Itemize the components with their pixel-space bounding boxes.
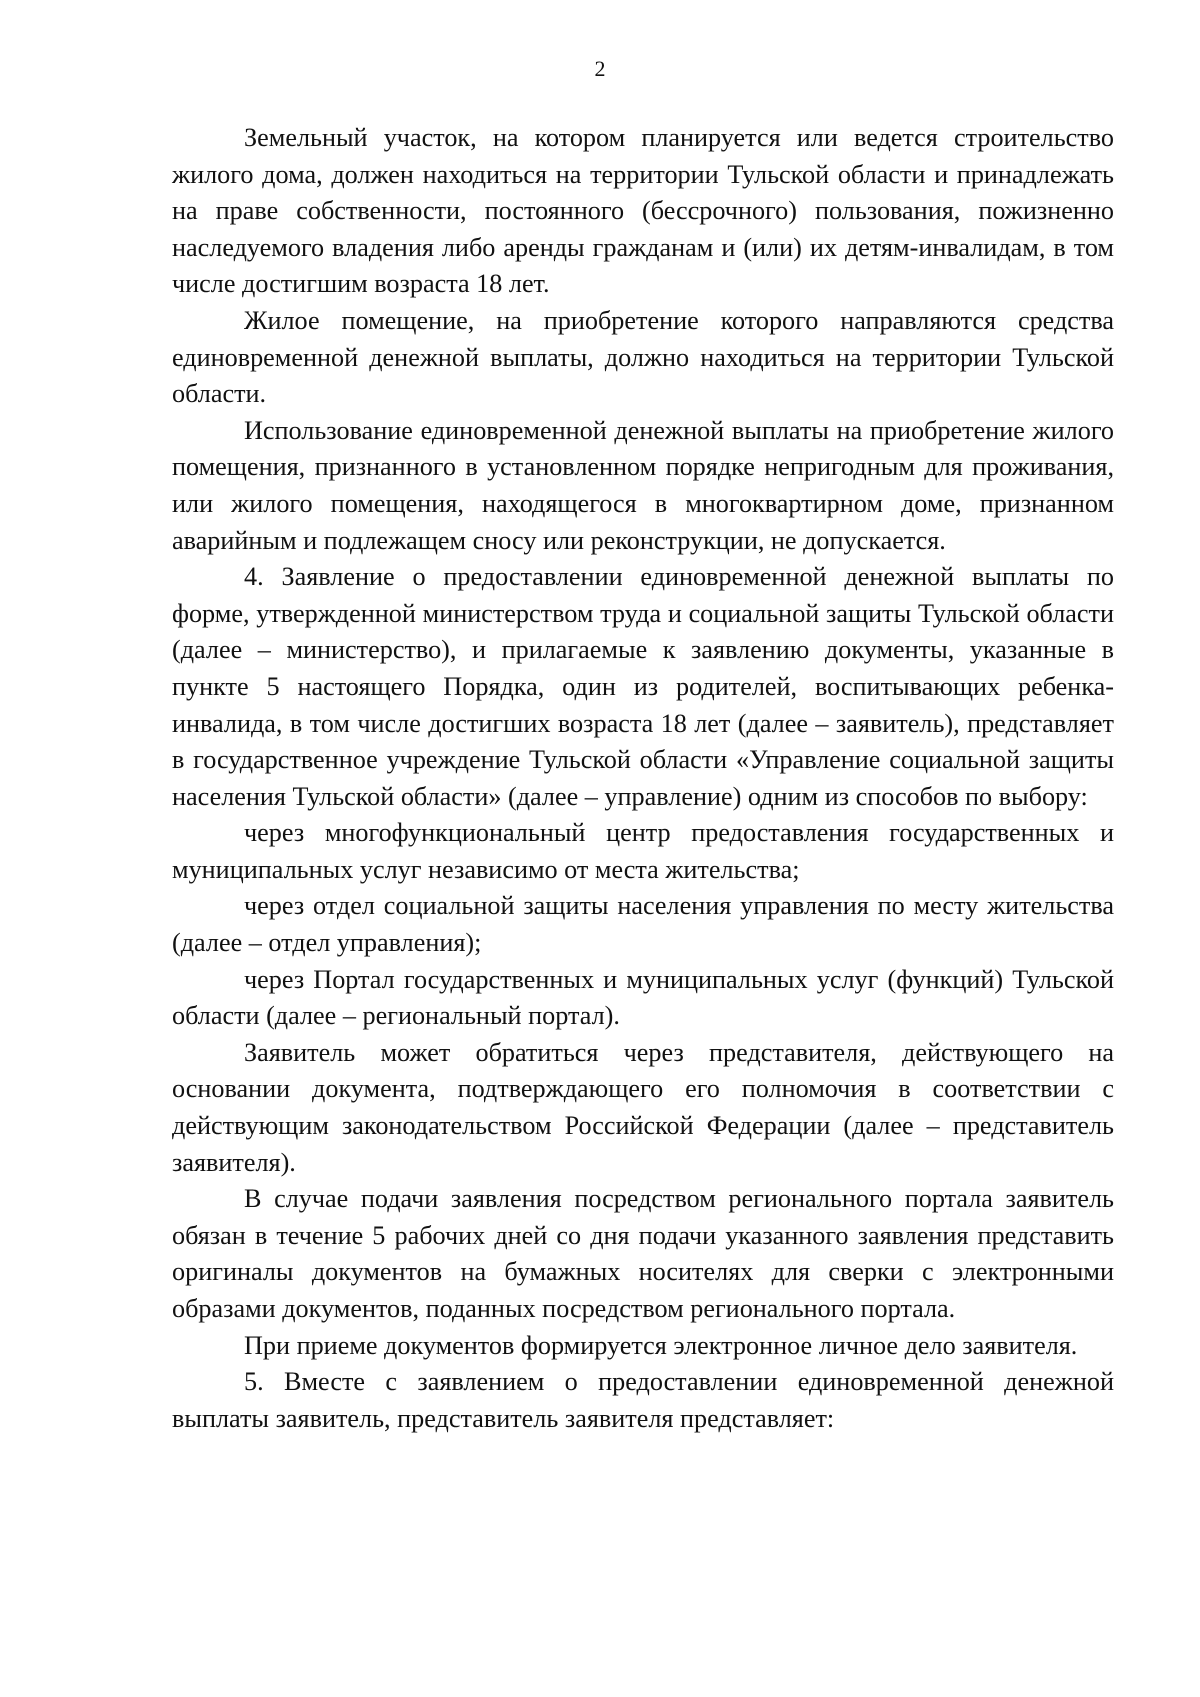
page-number: 2 [594, 56, 606, 81]
paragraph: Заявитель может обратиться через представителя, действующего на основании документа, подтверждающего его полномочия в соответствии с действующим законодательством Российской Федерации (далее – представитель заявителя). [172, 1037, 1114, 1177]
paragraph: Использование единовременной денежной выплаты на приобретение жилого помещения, признанного в установленном порядке непригодным для проживания, или жилого помещения, находящегося в многоквартирном доме, признанном аварийным и подлежащем сносу или реконструкции, не допускается. [172, 415, 1114, 555]
paragraph: через Портал государственных и муниципальных услуг (функций) Тульской области (далее – региональный портал). [172, 964, 1114, 1031]
paragraph: Жилое помещение, на приобретение которого направляются средства единовременной денежной выплаты, должно находиться на территории Тульской области. [172, 305, 1114, 409]
paragraph: Земельный участок, на котором планируется или ведется строительство жилого дома, должен находиться на территории Тульской области и принадлежать на праве собственности, постоянного (бессрочного) пользования, пожизненно наследуемого владения либо аренды гражданам и (или) их детям-инвалидам, в том числе достигшим возраста 18 лет. [172, 123, 1114, 299]
paragraph: 5. Вместе с заявлением о предоставлении единовременной денежной выплаты заявитель, представитель заявителя представляет: [172, 1367, 1114, 1433]
paragraph: через многофункциональный центр предоставления государственных и муниципальных услуг независимо от места жительства; [172, 818, 1114, 884]
paragraph: При приеме документов формируется электронное личное дело заявителя. [244, 1330, 1078, 1360]
document-body [172, 120, 1114, 1437]
paragraph: 4. Заявление о предоставлении единовременной денежной выплаты по форме, утвержденной министерством труда и социальной защиты Тульской области (далее – министерство), и прилагаемые к заявлению документы, указанные в пункте 5 настоящего Порядка, один из родителей, воспитывающих ребенка-инвалида, в том числе достигших возраста 18 лет (далее – заявитель), представляет в государственное учреждение Тульской области «Управление социальной защиты населения Тульской области» (далее – управление) одним из способов по выбору: [172, 562, 1114, 811]
paragraph: через отдел социальной защиты населения управления по месту жительства (далее – отдел управления); [172, 891, 1114, 958]
paragraph: В случае подачи заявления посредством регионального портала заявитель обязан в течение 5 рабочих дней со дня подачи указанного заявления представить оригиналы документов на бумажных носителях для сверки с электронными образами документов, поданных посредством регионального портала. [172, 1184, 1114, 1323]
